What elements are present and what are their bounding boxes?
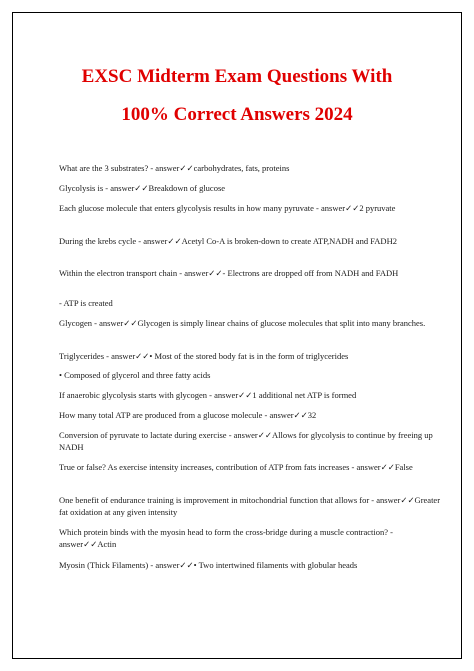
document-title-line-2: 100% Correct Answers 2024 — [121, 104, 353, 125]
qa-paragraph: Which protein binds with the myosin head to form the cross-bridge during a muscle contraction? - answer✓✓Actin — [59, 527, 394, 549]
qa-paragraph: Conversion of pyruvate to lactate during exercise - answer✓✓Allows for glycolysis to continue by freeing up NADH — [59, 430, 433, 452]
qa-paragraph: During the krebs cycle - answer✓✓Acetyl Co-A is broken-down to create ATP,NADH and FADH2 — [59, 236, 397, 246]
qa-paragraph: Glycogen - answer✓✓Glycogen is simply linear chains of glucose molecules that split into many branches. — [59, 318, 426, 328]
qa-paragraph: Glycolysis is - answer✓✓Breakdown of glucose — [59, 183, 226, 193]
qa-paragraph: Myosin (Thick Filaments) - answer✓✓• Two intertwined filaments with globular heads — [59, 560, 358, 570]
qa-paragraph: What are the 3 substrates? - answer✓✓carbohydrates, fats, proteins — [59, 163, 290, 173]
qa-paragraph: - ATP is created — [59, 298, 113, 308]
qa-paragraph: Triglycerides - answer✓✓• Most of the stored body fat is in the form of triglycerides — [59, 351, 349, 361]
document-title-line-1: EXSC Midterm Exam Questions With — [81, 66, 393, 87]
qa-paragraph: • Composed of glycerol and three fatty acids — [59, 370, 211, 380]
qa-paragraph: One benefit of endurance training is improvement in mitochondrial function that allows for - answer✓✓Greater fat oxidation at any given intensity — [59, 495, 441, 517]
qa-paragraph: True or false? As exercise intensity increases, contribution of ATP from fats increases - answer✓✓False — [59, 462, 413, 472]
qa-paragraph: How many total ATP are produced from a glucose molecule - answer✓✓32 — [59, 410, 317, 420]
qa-paragraph: If anaerobic glycolysis starts with glycogen - answer✓✓1 additional net ATP is formed — [59, 390, 357, 400]
qa-paragraph: Within the electron transport chain - answer✓✓- Electrons are dropped off from NADH and FADH — [59, 268, 399, 278]
qa-paragraph: Each glucose molecule that enters glycolysis results in how many pyruvate - answer✓✓2 pyruvate — [59, 203, 396, 213]
